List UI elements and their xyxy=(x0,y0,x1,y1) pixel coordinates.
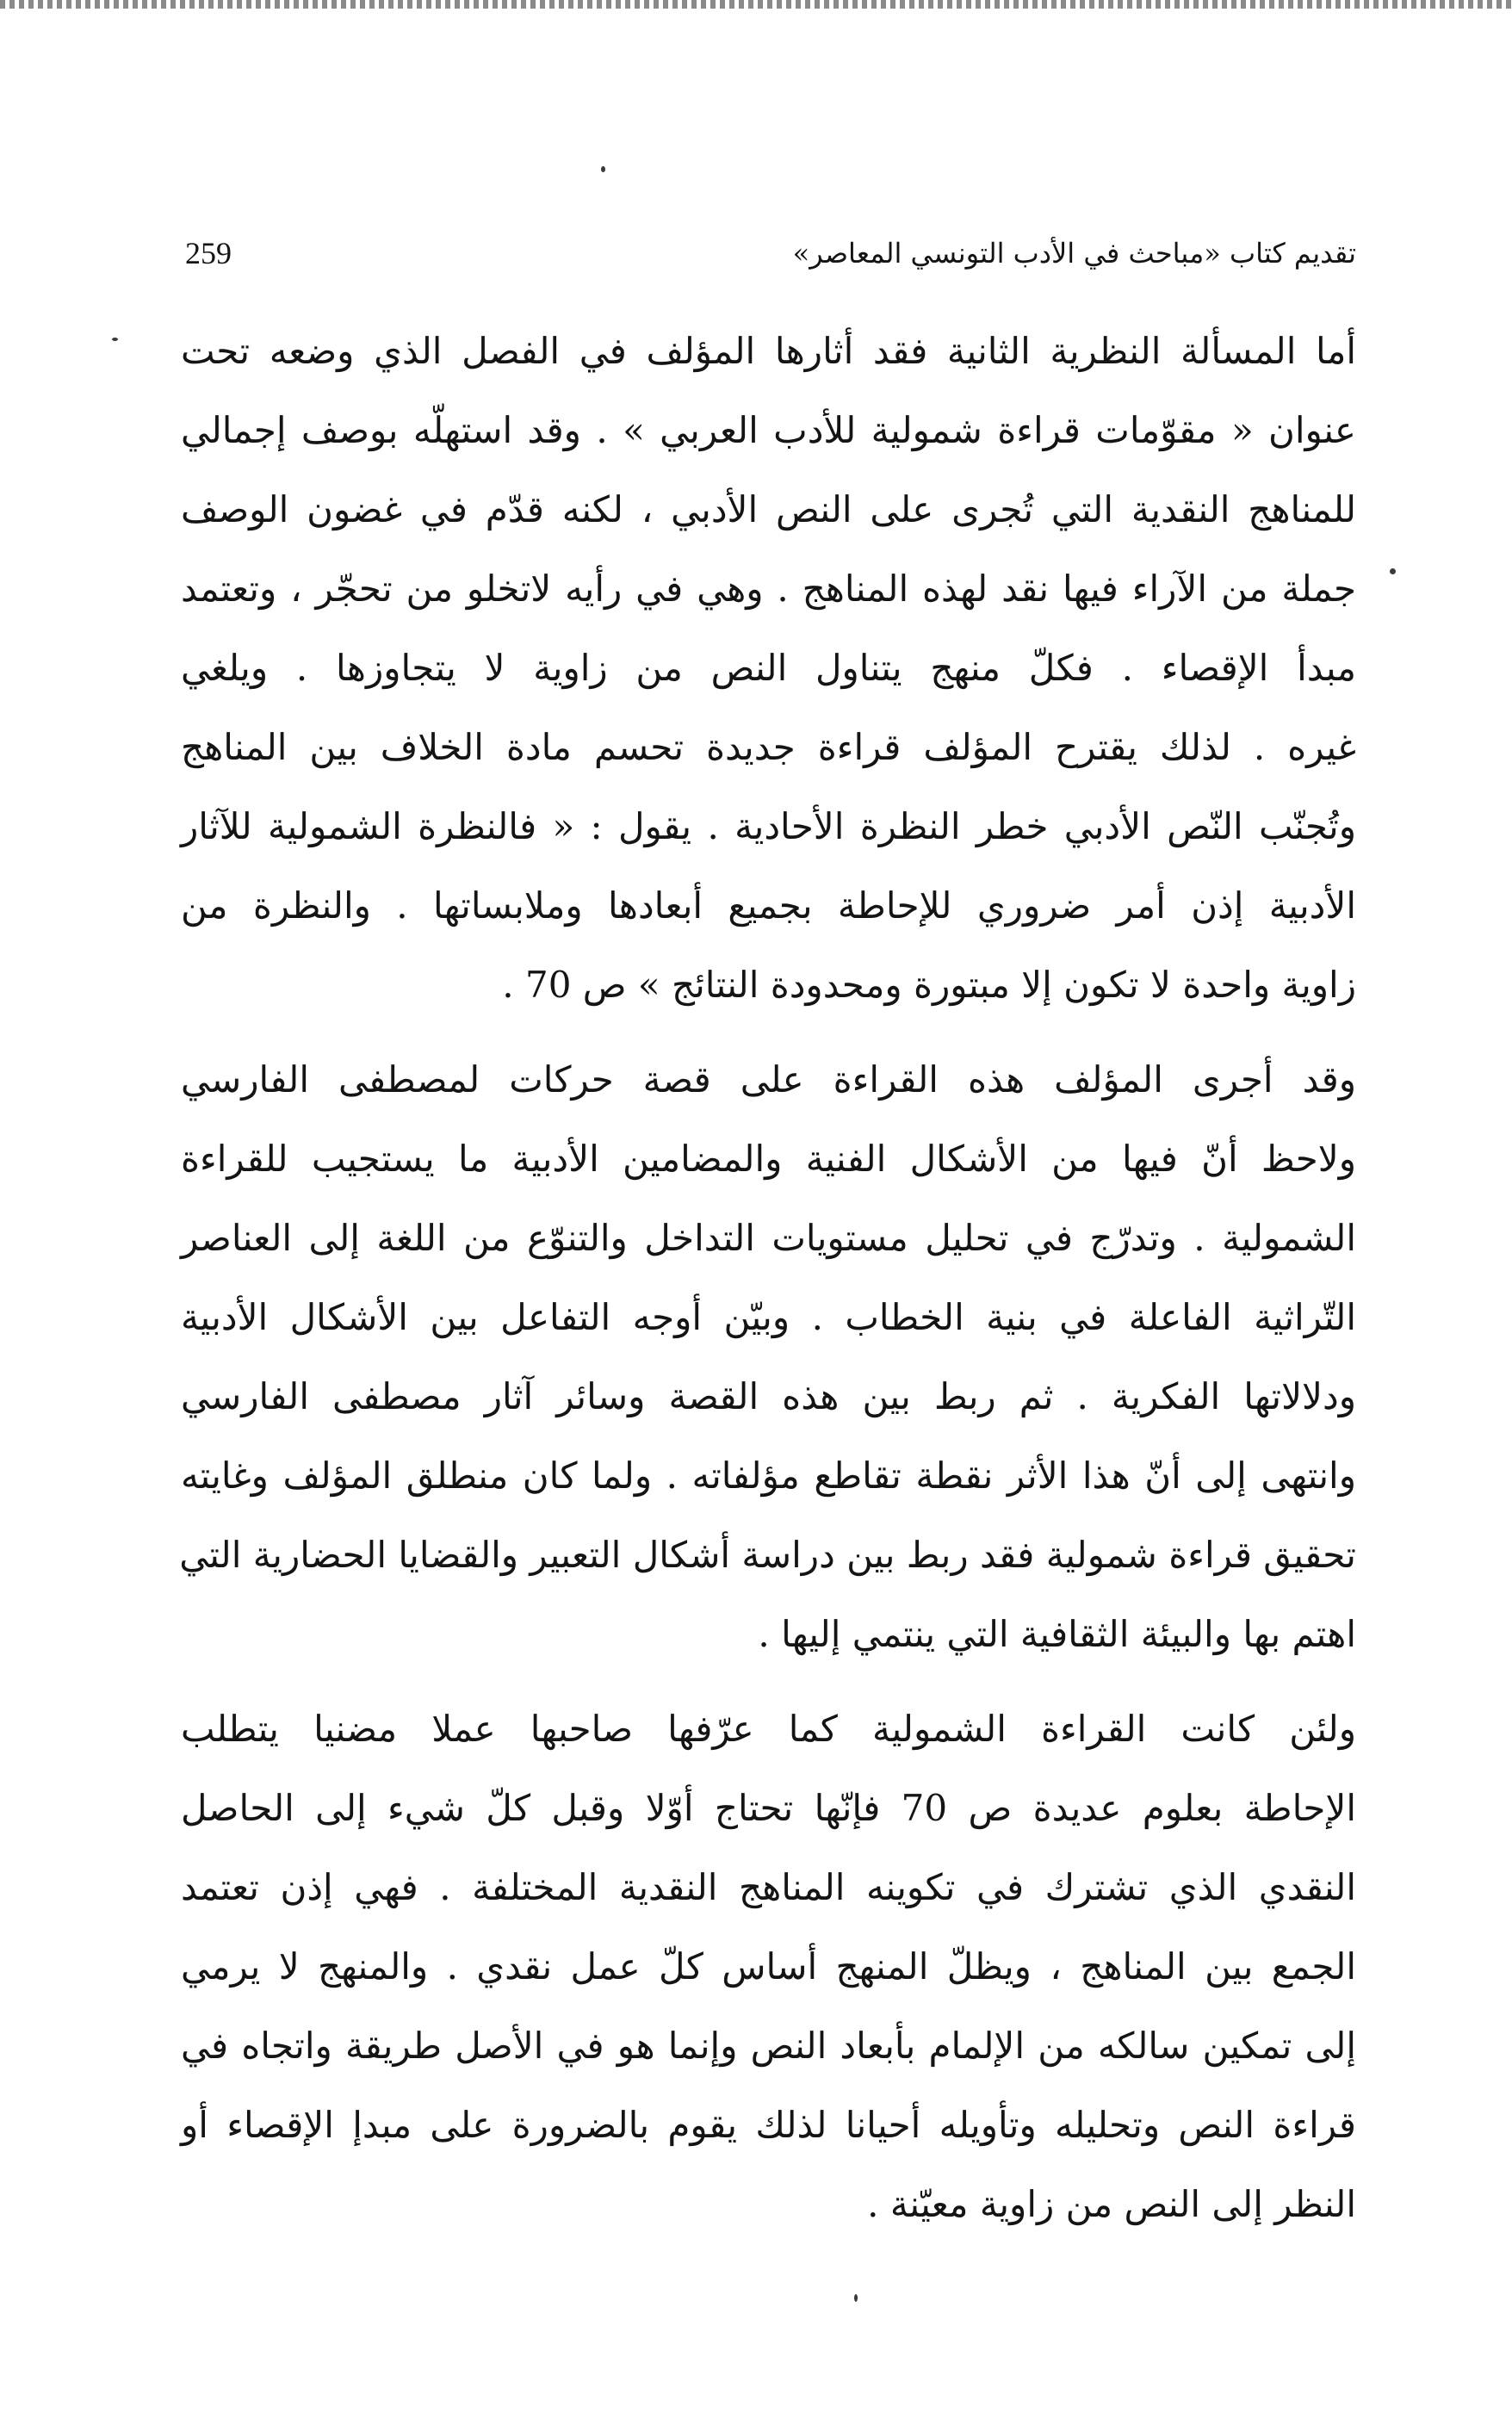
text-line: تحقيق قراءة شمولية فقد ربط بين دراسة أشكال التعبير والقضايا الحضارية التي xyxy=(179,1534,1356,1576)
page-number: 259 xyxy=(185,236,232,270)
text-line: التّراثية الفاعلة في بنية الخطاب . وبيّن أوجه التفاعل بين الأشكال الأدبية xyxy=(181,1296,1356,1338)
paragraph-1 xyxy=(181,312,1356,1025)
text-line: ودلالاتها الفكرية . ثم ربط بين هذه القصة وسائر آثار مصطفى الفارسي xyxy=(181,1375,1356,1417)
text-line: النظر إلى النص من زاوية معيّنة . xyxy=(867,2183,1356,2225)
text-line: عنوان « مقوّمات قراءة شمولية للأدب العربي » . وقد استهلّه بوصف إجمالي xyxy=(181,409,1356,451)
page-body xyxy=(181,312,1356,2260)
text-line: ولاحظ أنّ فيها من الأشكال الفنية والمضامين الأدبية ما يستجيب للقراءة xyxy=(181,1138,1356,1180)
text-line: مبدأ الإقصاء . فكلّ منهج يتناول النص من زاوية لا يتجاوزها . ويلغي xyxy=(181,647,1356,689)
scan-speck xyxy=(112,338,118,341)
text-line: جملة من الآراء فيها نقد لهذه المناهج . وهي في رأيه لاتخلو من تحجّر ، وتعتمد xyxy=(181,567,1356,610)
text-line: إلى تمكين سالكه من الإلمام بأبعاد النص وإنما هو في الأصل طريقة واتجاه في xyxy=(181,2025,1356,2067)
scan-speck xyxy=(854,2294,858,2302)
paragraph-3 xyxy=(181,1690,1356,2244)
text-line: زاوية واحدة لا تكون إلا مبتورة ومحدودة النتائج » ص 70 . xyxy=(502,964,1356,1006)
text-line: اهتم بها والبيئة الثقافية التي ينتمي إليها . xyxy=(758,1613,1356,1655)
text-line: غيره . لذلك يقترح المؤلف قراءة جديدة تحسم مادة الخلاف بين المناهج xyxy=(181,726,1356,768)
paragraph-2 xyxy=(181,1040,1356,1674)
text-line: للمناهج النقدية التي تُجرى على النص الأدبي ، لكنه قدّم في غضون الوصف xyxy=(181,488,1356,530)
text-line: وانتهى إلى أنّ هذا الأثر نقطة تقاطع مؤلفاته . ولما كان منطلق المؤلف وغايته xyxy=(181,1454,1356,1497)
text-line: الإحاطة بعلوم عديدة ص 70 فإنّها تحتاج أوّلا وقبل كلّ شيء إلى الحاصل xyxy=(181,1787,1356,1829)
text-line: الشمولية . وتدرّج في تحليل مستويات التداخل والتنوّع من اللغة إلى العناصر xyxy=(181,1217,1356,1259)
page-header xyxy=(185,231,1356,276)
text-line: الأدبية إذن أمر ضروري للإحاطة بجميع أبعادها وملابساتها . والنظرة من xyxy=(181,884,1356,927)
text-line: وتُجنّب النّص الأدبي خطر النظرة الأحادية . يقول : « فالنظرة الشمولية للآثار xyxy=(181,805,1356,847)
text-line: ولئن كانت القراءة الشمولية كما عرّفها صاحبها عملا مضنيا يتطلب xyxy=(181,1708,1356,1750)
scan-speck xyxy=(1390,568,1396,574)
text-line: وقد أجرى المؤلف هذه القراءة على قصة حركات لمصطفى الفارسي xyxy=(181,1058,1356,1101)
text-line: النقدي الذي تشترك في تكوينه المناهج النقدية المختلفة . فهي إذن تعتمد xyxy=(181,1866,1356,1908)
scan-speck xyxy=(601,166,605,172)
text-line: الجمع بين المناهج ، ويظلّ المنهج أساس كلّ عمل نقدي . والمنهج لا يرمي xyxy=(181,1945,1356,1988)
scan-edge-artifact xyxy=(0,0,1512,9)
running-title: تقديم كتاب «مباحث في الأدب التونسي المعاصر» xyxy=(792,237,1356,270)
text-line: أما المسألة النظرية الثانية فقد أثارها المؤلف في الفصل الذي وضعه تحت xyxy=(181,330,1356,372)
text-line: قراءة النص وتحليله وتأويله أحيانا لذلك يقوم بالضرورة على مبدإ الإقصاء أو xyxy=(181,2104,1356,2146)
